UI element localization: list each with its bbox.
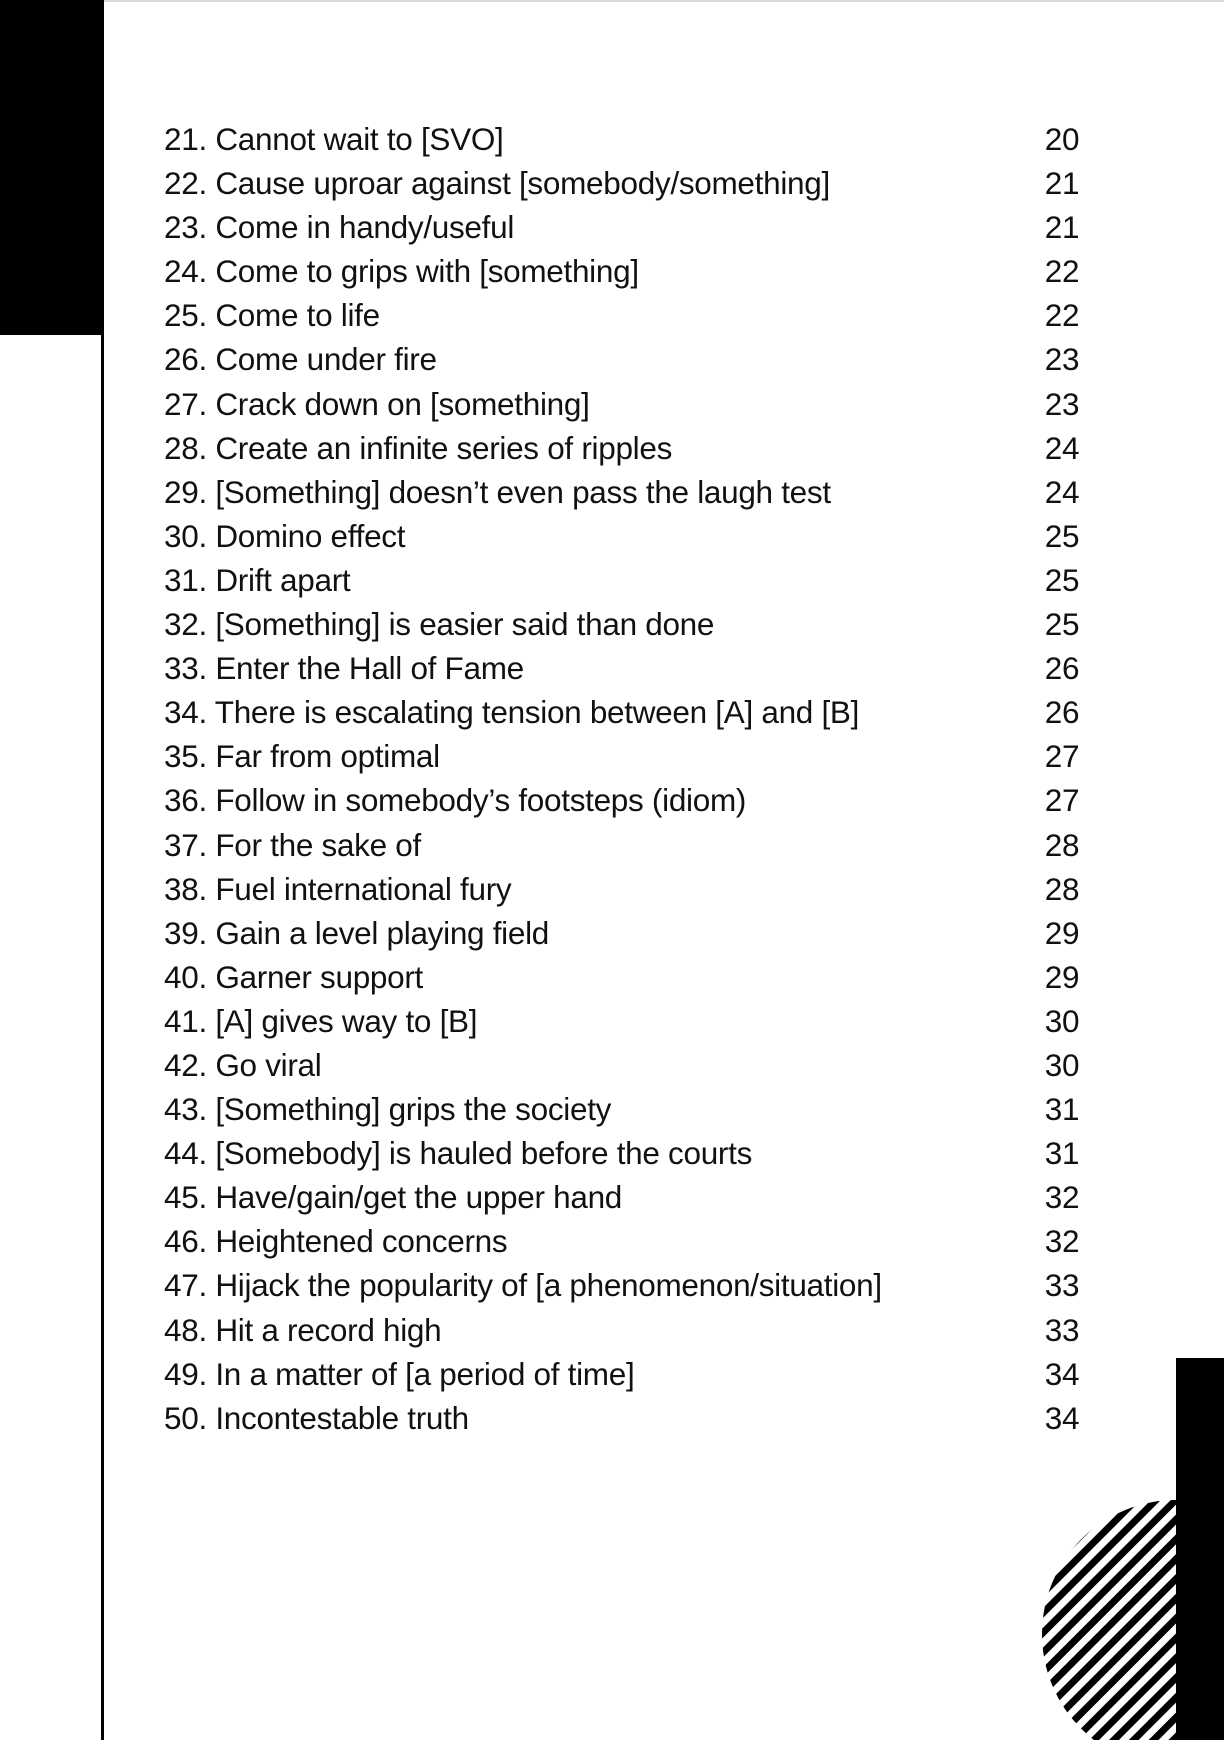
toc-entry-page: 34	[1044, 1399, 1080, 1436]
toc-entry[interactable]	[164, 558, 1092, 602]
toc-entry-page: 26	[1044, 650, 1080, 687]
toc-entry-title: 34. There is escalating tension between [A] and [B]	[164, 694, 860, 731]
toc-entry-title: 25. Come to life	[164, 297, 380, 334]
toc-entry[interactable]	[164, 999, 1092, 1043]
toc-entry-title: 35. Far from optimal	[164, 738, 440, 775]
toc-entry-title: 31. Drift apart	[164, 561, 351, 598]
toc-entry[interactable]	[164, 249, 1092, 293]
toc-entry-page: 25	[1044, 606, 1080, 643]
toc-entry-page: 28	[1044, 870, 1080, 907]
toc-entry-page: 29	[1044, 958, 1080, 995]
toc-entry-title: 42. Go viral	[164, 1046, 322, 1083]
toc-entry-page: 28	[1044, 826, 1080, 863]
top-edge-line	[104, 0, 1224, 2]
toc-entry-page: 25	[1044, 517, 1080, 554]
toc-entry-title: 28. Create an infinite series of ripples	[164, 429, 673, 466]
toc-entry[interactable]	[164, 426, 1092, 470]
toc-entry-title: 29. [Something] doesn’t even pass the laugh test	[164, 473, 831, 510]
toc-entry-page: 32	[1044, 1223, 1080, 1260]
toc-entry-title: 39. Gain a level playing field	[164, 914, 549, 951]
striped-circle-decoration	[996, 1358, 1224, 1740]
toc-entry-title: 43. [Something] grips the society	[164, 1091, 612, 1128]
toc-entry-title: 44. [Somebody] is hauled before the courts	[164, 1135, 753, 1172]
toc-entry[interactable]	[164, 646, 1092, 690]
toc-entry[interactable]	[164, 1175, 1092, 1219]
toc-entry[interactable]	[164, 337, 1092, 381]
toc-entry-title: 32. [Something] is easier said than done	[164, 606, 715, 643]
toc-entry-title: 23. Come in handy/useful	[164, 209, 515, 246]
toc-entry-page: 30	[1044, 1046, 1080, 1083]
toc-entry[interactable]	[164, 1219, 1092, 1263]
toc-entry-page: 34	[1044, 1355, 1080, 1392]
toc-entry[interactable]	[164, 1043, 1092, 1087]
toc-entry[interactable]	[164, 470, 1092, 514]
toc-entry-title: 38. Fuel international fury	[164, 870, 512, 907]
toc-entry-page: 21	[1044, 209, 1080, 246]
toc-entry-page: 23	[1044, 341, 1080, 378]
toc-entry-page: 30	[1044, 1002, 1080, 1039]
toc-entry-page: 21	[1044, 165, 1080, 202]
right-decorative-block	[1176, 1358, 1224, 1740]
toc-entry-title: 36. Follow in somebody’s footsteps (idiom)	[164, 782, 747, 819]
toc-entry-page: 25	[1044, 561, 1080, 598]
toc-entry-page: 29	[1044, 914, 1080, 951]
toc-entry-title: 37. For the sake of	[164, 826, 421, 863]
toc-entry-page: 27	[1044, 738, 1080, 775]
toc-entry-page: 24	[1044, 429, 1080, 466]
toc-entry[interactable]	[164, 117, 1092, 161]
toc-entry[interactable]	[164, 602, 1092, 646]
left-decorative-block	[0, 0, 104, 335]
toc-entry[interactable]	[164, 823, 1092, 867]
toc-entry-title: 21. Cannot wait to [SVO]	[164, 121, 504, 157]
toc-entry-title: 41. [A] gives way to [B]	[164, 1002, 478, 1039]
toc-entry[interactable]	[164, 911, 1092, 955]
toc-entry-title: 33. Enter the Hall of Fame	[164, 650, 524, 687]
toc-entry-page: 22	[1044, 297, 1080, 334]
toc-entry-page: 26	[1044, 694, 1080, 731]
toc-entry[interactable]	[164, 778, 1092, 822]
toc-entry-title: 48. Hit a record high	[164, 1311, 442, 1348]
toc-entry[interactable]	[164, 205, 1092, 249]
toc-entry[interactable]	[164, 690, 1092, 734]
toc-entry-page: 33	[1044, 1267, 1080, 1304]
toc-entry-title: 47. Hijack the popularity of [a phenomenon/situation]	[164, 1267, 882, 1304]
toc-entry[interactable]	[164, 955, 1092, 999]
toc-entry[interactable]	[164, 1352, 1092, 1396]
toc-entry-page: 24	[1044, 473, 1080, 510]
toc-entry-title: 26. Come under fire	[164, 341, 437, 378]
toc-entry[interactable]	[164, 734, 1092, 778]
toc-entry-page: 32	[1044, 1179, 1080, 1216]
toc-entry-title: 49. In a matter of [a period of time]	[164, 1355, 635, 1392]
table-of-contents	[164, 117, 1092, 1440]
toc-entry[interactable]	[164, 161, 1092, 205]
toc-entry-page: 31	[1044, 1135, 1080, 1172]
toc-entry-title: 50. Incontestable truth	[164, 1399, 469, 1436]
toc-entry[interactable]	[164, 1263, 1092, 1307]
toc-entry-page: 33	[1044, 1311, 1080, 1348]
toc-entry-title: 22. Cause uproar against [somebody/something]	[164, 165, 830, 202]
toc-entry[interactable]	[164, 382, 1092, 426]
toc-entry-title: 46. Heightened concerns	[164, 1223, 508, 1260]
toc-entry[interactable]	[164, 1087, 1092, 1131]
toc-entry-title: 45. Have/gain/get the upper hand	[164, 1179, 623, 1216]
toc-entry-page: 23	[1044, 385, 1080, 422]
toc-entry-title: 27. Crack down on [something]	[164, 385, 590, 422]
toc-entry[interactable]	[164, 514, 1092, 558]
toc-entry-page: 31	[1044, 1091, 1080, 1128]
toc-entry[interactable]	[164, 1308, 1092, 1352]
toc-entry[interactable]	[164, 1131, 1092, 1175]
toc-entry[interactable]	[164, 867, 1092, 911]
toc-entry-title: 30. Domino effect	[164, 517, 406, 554]
toc-entry-page: 22	[1044, 253, 1080, 290]
toc-entry-page: 27	[1044, 782, 1080, 819]
toc-entry[interactable]	[164, 293, 1092, 337]
toc-entry[interactable]	[164, 1396, 1092, 1440]
toc-entry-title: 40. Garner support	[164, 958, 423, 995]
toc-entry-title: 24. Come to grips with [something]	[164, 253, 639, 290]
toc-entry-page: 20	[1044, 121, 1080, 157]
